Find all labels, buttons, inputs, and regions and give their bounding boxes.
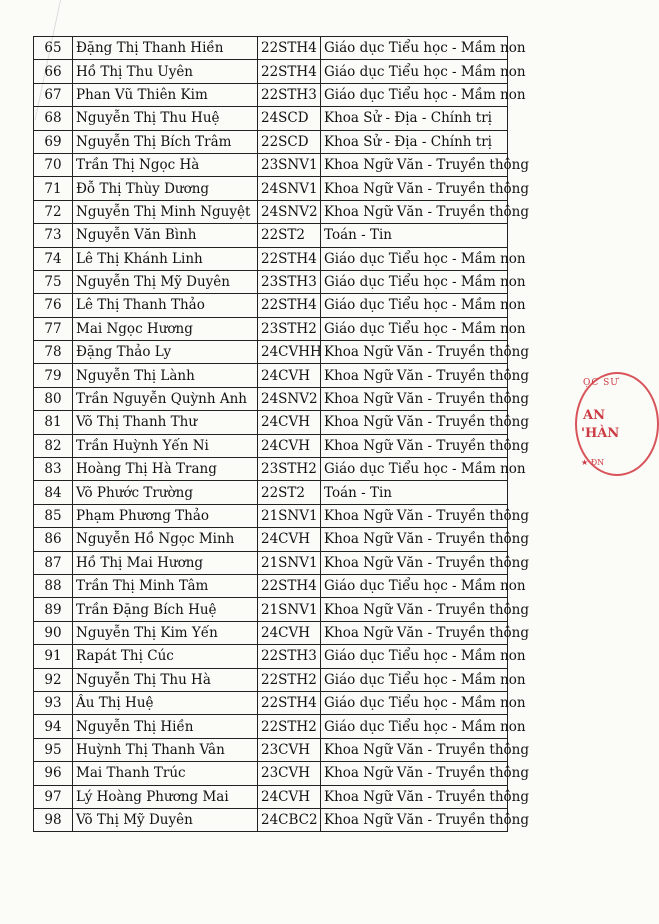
class-code: 22STH3 <box>258 645 321 668</box>
table-row <box>34 200 508 223</box>
student-name: Phan Vũ Thiên Kim <box>73 83 258 106</box>
student-name: Mai Ngọc Hương <box>73 317 258 340</box>
table-row <box>34 270 508 293</box>
table-row <box>34 294 508 317</box>
student-name: Trần Thị Ngọc Hà <box>73 153 258 176</box>
row-number: 87 <box>34 551 73 574</box>
row-number: 76 <box>34 294 73 317</box>
table-row <box>34 691 508 714</box>
department: Khoa Sử - Địa - Chính trị <box>321 130 508 153</box>
row-number: 88 <box>34 574 73 597</box>
table-row <box>34 224 508 247</box>
class-code: 24CVH <box>258 364 321 387</box>
student-name: Nguyễn Hồ Ngọc Minh <box>73 528 258 551</box>
class-code: 21SNV1 <box>258 551 321 574</box>
class-code: 22STH2 <box>258 715 321 738</box>
row-number: 93 <box>34 691 73 714</box>
row-number: 71 <box>34 177 73 200</box>
department: Khoa Ngữ Văn - Truyền thông <box>321 551 508 574</box>
student-name: Lê Thị Thanh Thảo <box>73 294 258 317</box>
student-name: Trần Thị Minh Tâm <box>73 574 258 597</box>
student-name: Nguyễn Văn Bình <box>73 224 258 247</box>
class-code: 24CVH <box>258 434 321 457</box>
table-row <box>34 574 508 597</box>
table-row <box>34 387 508 410</box>
table-row <box>34 551 508 574</box>
class-code: 21SNV1 <box>258 598 321 621</box>
department: Khoa Ngữ Văn - Truyền thông <box>321 528 508 551</box>
row-number: 72 <box>34 200 73 223</box>
department: Giáo dục Tiểu học - Mầm non <box>321 294 508 317</box>
student-roster-table <box>33 36 529 832</box>
table-row <box>34 37 508 60</box>
class-code: 22ST2 <box>258 481 321 504</box>
student-name: Đặng Thị Thanh Hiền <box>73 37 258 60</box>
class-code: 22ST2 <box>258 224 321 247</box>
department: Giáo dục Tiểu học - Mầm non <box>321 458 508 481</box>
table-row <box>34 528 508 551</box>
student-name: Nguyễn Thị Thu Hà <box>73 668 258 691</box>
row-number: 66 <box>34 60 73 83</box>
table-row <box>34 434 508 457</box>
table-row <box>34 317 508 340</box>
class-code: 24CVH <box>258 528 321 551</box>
department: Giáo dục Tiểu học - Mầm non <box>321 37 508 60</box>
class-code: 22STH3 <box>258 83 321 106</box>
student-name: Nguyễn Thị Thu Huệ <box>73 107 258 130</box>
student-name: Lý Hoàng Phương Mai <box>73 785 258 808</box>
student-name: Huỳnh Thị Thanh Vân <box>73 738 258 761</box>
department: Khoa Ngữ Văn - Truyền thông <box>321 785 508 808</box>
department: Khoa Ngữ Văn - Truyền thông <box>321 153 508 176</box>
table-row <box>34 341 508 364</box>
department: Toán - Tin <box>321 224 508 247</box>
table-row <box>34 364 508 387</box>
department: Giáo dục Tiểu học - Mầm non <box>321 317 508 340</box>
class-code: 22STH4 <box>258 294 321 317</box>
class-code: 22SCD <box>258 130 321 153</box>
row-number: 75 <box>34 270 73 293</box>
row-number: 81 <box>34 411 73 434</box>
stamp-top-text: ỌC SƯ <box>583 378 619 388</box>
row-number: 89 <box>34 598 73 621</box>
department: Giáo dục Tiểu học - Mầm non <box>321 60 508 83</box>
class-code: 22STH4 <box>258 691 321 714</box>
class-code: 23STH2 <box>258 458 321 481</box>
class-code: 23STH3 <box>258 270 321 293</box>
class-code: 23CVH <box>258 738 321 761</box>
table-row <box>34 177 508 200</box>
department: Giáo dục Tiểu học - Mầm non <box>321 715 508 738</box>
department: Khoa Ngữ Văn - Truyền thông <box>321 434 508 457</box>
table-row <box>34 153 508 176</box>
table-row <box>34 645 508 668</box>
stamp-line-2: 'HÀN <box>581 426 620 441</box>
student-name: Nguyễn Thị Hiền <box>73 715 258 738</box>
row-number: 68 <box>34 107 73 130</box>
class-code: 24CBC2 <box>258 808 321 831</box>
department: Giáo dục Tiểu học - Mầm non <box>321 668 508 691</box>
department: Toán - Tin <box>321 481 508 504</box>
row-number: 95 <box>34 738 73 761</box>
student-name: Võ Thị Mỹ Duyên <box>73 808 258 831</box>
student-name: Nguyễn Thị Mỹ Duyên <box>73 270 258 293</box>
class-code: 23CVH <box>258 762 321 785</box>
class-code: 24CVHH <box>258 341 321 364</box>
stamp-bottom-text: ★ ĐN <box>581 458 605 467</box>
class-code: 22STH4 <box>258 574 321 597</box>
class-code: 23STH2 <box>258 317 321 340</box>
row-number: 69 <box>34 130 73 153</box>
department: Khoa Ngữ Văn - Truyền thông <box>321 341 508 364</box>
table-row <box>34 481 508 504</box>
row-number: 96 <box>34 762 73 785</box>
department: Khoa Ngữ Văn - Truyền thông <box>321 387 508 410</box>
student-name: Nguyễn Thị Bích Trâm <box>73 130 258 153</box>
table-row <box>34 598 508 621</box>
department: Khoa Ngữ Văn - Truyền thông <box>321 598 508 621</box>
department: Khoa Sử - Địa - Chính trị <box>321 107 508 130</box>
official-stamp <box>575 372 659 476</box>
department: Khoa Ngữ Văn - Truyền thông <box>321 762 508 785</box>
student-name: Rapát Thị Cúc <box>73 645 258 668</box>
class-code: 24SCD <box>258 107 321 130</box>
student-name: Âu Thị Huệ <box>73 691 258 714</box>
class-code: 24CVH <box>258 411 321 434</box>
department: Khoa Ngữ Văn - Truyền thông <box>321 200 508 223</box>
student-name: Hồ Thị Mai Hương <box>73 551 258 574</box>
stamp-line-1: AN <box>583 408 605 423</box>
student-name: Đỗ Thị Thùy Dương <box>73 177 258 200</box>
student-name: Nguyễn Thị Kim Yến <box>73 621 258 644</box>
class-code: 24SNV2 <box>258 200 321 223</box>
table-row <box>34 60 508 83</box>
row-number: 80 <box>34 387 73 410</box>
table-row <box>34 808 508 831</box>
table-row <box>34 738 508 761</box>
department: Khoa Ngữ Văn - Truyền thông <box>321 621 508 644</box>
department: Khoa Ngữ Văn - Truyền thông <box>321 177 508 200</box>
student-name: Trần Nguyễn Quỳnh Anh <box>73 387 258 410</box>
row-number: 77 <box>34 317 73 340</box>
department: Giáo dục Tiểu học - Mầm non <box>321 691 508 714</box>
department: Giáo dục Tiểu học - Mầm non <box>321 247 508 270</box>
department: Khoa Ngữ Văn - Truyền thông <box>321 364 508 387</box>
row-number: 86 <box>34 528 73 551</box>
student-name: Trần Đặng Bích Huệ <box>73 598 258 621</box>
student-name: Võ Phước Trường <box>73 481 258 504</box>
student-name: Hoàng Thị Hà Trang <box>73 458 258 481</box>
row-number: 78 <box>34 341 73 364</box>
table-row <box>34 715 508 738</box>
student-name: Hồ Thị Thu Uyên <box>73 60 258 83</box>
row-number: 73 <box>34 224 73 247</box>
table-row <box>34 130 508 153</box>
class-code: 24CVH <box>258 785 321 808</box>
row-number: 82 <box>34 434 73 457</box>
student-name: Phạm Phương Thảo <box>73 504 258 527</box>
row-number: 90 <box>34 621 73 644</box>
class-code: 24SNV2 <box>258 387 321 410</box>
department: Giáo dục Tiểu học - Mầm non <box>321 574 508 597</box>
class-code: 24SNV1 <box>258 177 321 200</box>
row-number: 70 <box>34 153 73 176</box>
table-row <box>34 458 508 481</box>
class-code: 22STH2 <box>258 668 321 691</box>
table-row <box>34 504 508 527</box>
department: Giáo dục Tiểu học - Mầm non <box>321 645 508 668</box>
department: Giáo dục Tiểu học - Mầm non <box>321 270 508 293</box>
student-name: Nguyễn Thị Minh Nguyệt <box>73 200 258 223</box>
row-number: 84 <box>34 481 73 504</box>
row-number: 65 <box>34 37 73 60</box>
row-number: 85 <box>34 504 73 527</box>
class-code: 24CVH <box>258 621 321 644</box>
row-number: 94 <box>34 715 73 738</box>
student-name: Nguyễn Thị Lành <box>73 364 258 387</box>
row-number: 83 <box>34 458 73 481</box>
class-code: 23SNV1 <box>258 153 321 176</box>
student-name: Mai Thanh Trúc <box>73 762 258 785</box>
class-code: 22STH4 <box>258 247 321 270</box>
table-row <box>34 762 508 785</box>
student-name: Võ Thị Thanh Thư <box>73 411 258 434</box>
department: Khoa Ngữ Văn - Truyền thông <box>321 738 508 761</box>
department: Khoa Ngữ Văn - Truyền thông <box>321 504 508 527</box>
table-row <box>34 668 508 691</box>
row-number: 92 <box>34 668 73 691</box>
table-row <box>34 411 508 434</box>
student-name: Lê Thị Khánh Linh <box>73 247 258 270</box>
student-name: Trần Huỳnh Yến Ni <box>73 434 258 457</box>
class-code: 21SNV1 <box>258 504 321 527</box>
roster-body <box>34 37 529 832</box>
department: Khoa Ngữ Văn - Truyền thông <box>321 808 508 831</box>
row-number: 91 <box>34 645 73 668</box>
department: Giáo dục Tiểu học - Mầm non <box>321 83 508 106</box>
row-number: 79 <box>34 364 73 387</box>
table-row <box>34 83 508 106</box>
table-row <box>34 785 508 808</box>
table-row <box>34 107 508 130</box>
student-name: Đặng Thảo Ly <box>73 341 258 364</box>
row-number: 98 <box>34 808 73 831</box>
table-row <box>34 247 508 270</box>
row-number: 67 <box>34 83 73 106</box>
table-row <box>34 621 508 644</box>
department: Khoa Ngữ Văn - Truyền thông <box>321 411 508 434</box>
class-code: 22STH4 <box>258 37 321 60</box>
class-code: 22STH4 <box>258 60 321 83</box>
row-number: 97 <box>34 785 73 808</box>
row-number: 74 <box>34 247 73 270</box>
